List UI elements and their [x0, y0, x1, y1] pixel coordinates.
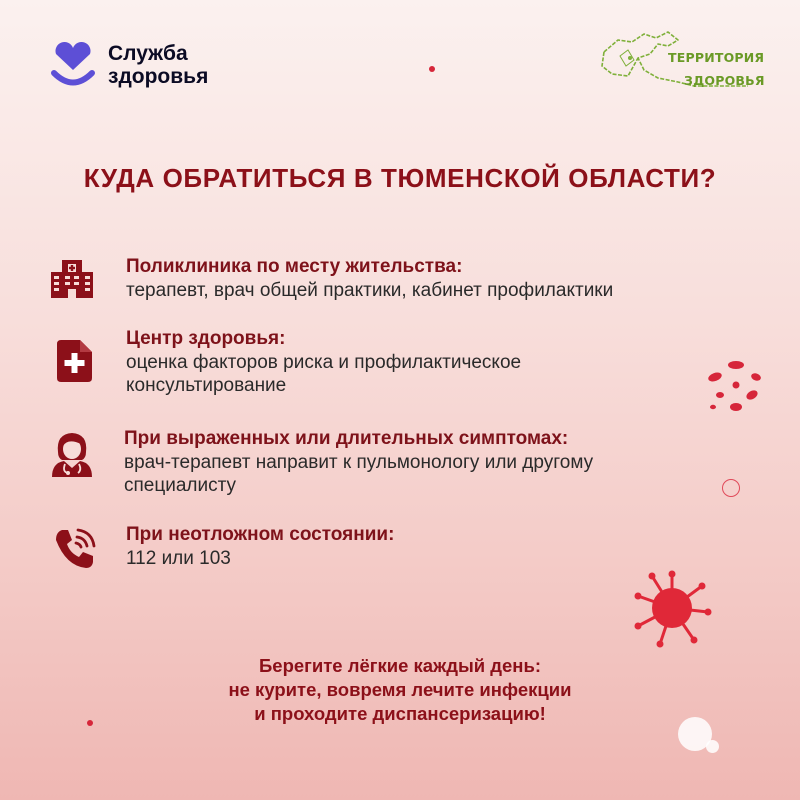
brand-name [108, 42, 208, 88]
item-heading: При выраженных или длительных симптомах: [124, 428, 569, 449]
virus-icon [632, 568, 712, 648]
page-title: КУДА ОБРАТИТЬСЯ В ТЮМЕНСКОЙ ОБЛАСТИ? [83, 163, 717, 193]
decor-dot [429, 66, 435, 72]
brand-right-line-1: ТЕРРИТОРИЯ [668, 50, 765, 65]
heart-smile-icon [48, 40, 98, 90]
list-item [48, 256, 768, 306]
logo-sluzhba-zdorovya [48, 40, 208, 90]
item-heading: При неотложном состоянии: [126, 524, 395, 545]
list-item [48, 524, 768, 574]
closing-line-1: Берегите лёгкие каждый день: [258, 655, 541, 676]
brand-right-line-2: ЗДОРОВЬЯ [684, 73, 765, 88]
item-text: 112 или 103 [126, 548, 231, 569]
logo-territoriya-zdorovya [598, 30, 765, 90]
doctor-icon [48, 430, 96, 478]
bacteria-cluster-icon [700, 355, 772, 415]
brand-line-2: здоровья [108, 65, 209, 88]
hospital-building-icon [48, 256, 96, 304]
closing-message [0, 654, 800, 726]
brand-line-1: Служба [108, 42, 188, 65]
phone-call-icon [52, 526, 100, 574]
list-item [48, 428, 768, 498]
list-item [48, 328, 768, 398]
item-text: врач-терапевт направит к пульмонологу или другому специалисту [124, 452, 594, 496]
item-heading: Поликлиника по месту жительства: [126, 256, 463, 277]
item-text: оценка факторов риска и профилактическое консультирование [126, 352, 522, 396]
item-text: терапевт, врач общей практики, кабинет профилактики [126, 280, 614, 301]
medical-document-plus-icon [54, 338, 102, 386]
item-heading: Центр здоровья: [126, 328, 286, 349]
closing-line-3: и проходите диспансеризацию! [254, 703, 546, 724]
decor-bubble [706, 740, 719, 753]
closing-line-2: не курите, вовремя лечите инфекции [228, 679, 572, 700]
decor-ring [722, 479, 740, 497]
